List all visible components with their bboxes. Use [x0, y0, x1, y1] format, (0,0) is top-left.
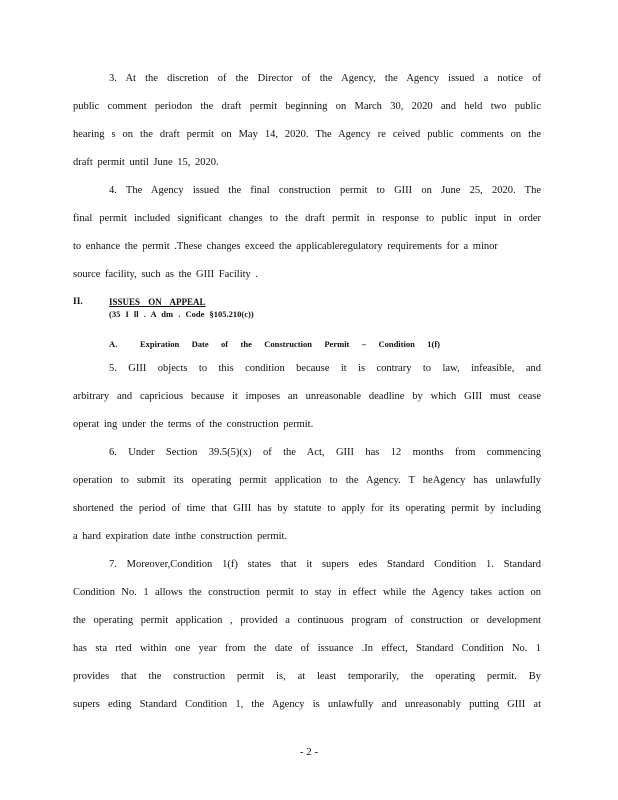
- paragraph-line: 6. Under Section 39.5(5)(x) of the Act, GIII has 12 months from commencing: [109, 447, 541, 458]
- paragraph-line: to enhance the permit .These changes exceed the applicableregulatory requirements for a minor: [73, 241, 498, 252]
- paragraph-line: 4. The Agency issued the final construction permit to GIII on June 25, 2020. The: [109, 185, 541, 196]
- paragraph-line: Condition No. 1 allows the construction permit to stay in effect while the Agency takes action on: [73, 587, 541, 598]
- paragraph-line: hearing s on the draft permit on May 14, 2020. The Agency re ceived public comments on the: [73, 129, 541, 140]
- page-number: - 2 -: [299, 746, 319, 758]
- paragraph-line: operation to submit its operating permit application to the Agency. T heAgency has unlawfully: [73, 475, 541, 486]
- subsection-title: Expiration Date of the Construction Permit – Condition 1(f): [140, 339, 440, 349]
- paragraph-line: 3. At the discretion of the Director of the Agency, the Agency issued a notice of: [109, 73, 541, 84]
- paragraph-line: final permit included significant changes to the draft permit in response to public input in order: [73, 213, 541, 224]
- paragraph-line: a hard expiration date inthe construction permit.: [73, 531, 288, 542]
- paragraph-line: public comment periodon the draft permit beginning on March 30, 2020 and held two public: [73, 101, 541, 112]
- paragraph-line: 5. GIII objects to this condition because it is contrary to law, infeasible, and: [109, 363, 541, 374]
- paragraph-line: the operating permit application , provided a continuous program of construction or development: [73, 615, 541, 626]
- section-number: II.: [73, 297, 83, 307]
- paragraph-line: has sta rted within one year from the date of issuance .In effect, Standard Condition No. 1: [73, 643, 541, 654]
- paragraph-line: arbitrary and capricious because it imposes an unreasonable deadline by which GIII must cease: [73, 391, 541, 402]
- section-title: ISSUES ON APPEAL: [109, 297, 206, 307]
- paragraph-line: source facility, such as the GIII Facility .: [73, 269, 259, 280]
- paragraph-line: draft permit until June 15, 2020.: [73, 157, 219, 168]
- subsection-letter: A.: [109, 339, 118, 349]
- paragraph-line: supers eding Standard Condition 1, the Agency is unlawfully and unreasonably putting GIII at: [73, 699, 541, 710]
- paragraph-line: operat ing under the terms of the construction permit.: [73, 419, 314, 430]
- paragraph-line: 7. Moreover,Condition 1(f) states that it supers edes Standard Condition 1. Standard: [109, 559, 541, 570]
- paragraph-line: provides that the construction permit is, at least temporarily, the operating permit. By: [73, 671, 541, 682]
- section-citation: (35 I ll . A dm . Code §105.210(c)): [109, 309, 254, 319]
- paragraph-line: shortened the period of time that GIII has by statute to apply for its operating permit by including: [73, 503, 541, 514]
